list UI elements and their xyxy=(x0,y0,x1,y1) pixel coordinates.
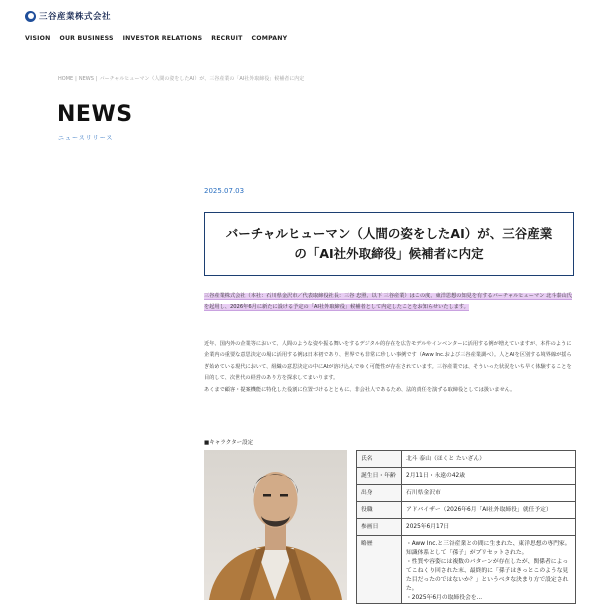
profile-row xyxy=(357,468,576,485)
character-portrait xyxy=(204,450,347,600)
article-body xyxy=(204,339,576,396)
article-paragraph-1: 近年、国内外の企業等において、人間のような姿や振る舞いをするデジタル的存在を広告モデルやインベンターに活用する例が増えていますが、本件のように企業内の重要な意思決定の場に活用する例は日本初であり、世界でも非常に珍しい事例です（Aww Inc.および三谷産業調べ）。人とAIを区別する境界線が揺らぎ始めている現代において、組織の意思決定の中にAIが溶け込んでゆく可能性が存在されています。三谷産業では、そういった状況をいち早く体験することを目的して、次世代の経営のあり方を探求してまいります。 xyxy=(204,341,572,382)
breadcrumb-news[interactable]: NEWS xyxy=(78,76,94,82)
profile-key: 氏名 xyxy=(357,451,402,468)
profile-key: 略歴 xyxy=(357,536,402,604)
profile-row xyxy=(357,502,576,519)
profile-value: アドバイザー（2026年6月「AI社外取締役」就任予定） xyxy=(402,502,576,519)
history-item: ・2025年6月の取締役会を... xyxy=(406,595,483,601)
profile-history xyxy=(402,536,576,604)
article-title-box xyxy=(204,212,574,276)
breadcrumb: HOME | NEWS | バーチャルヒューマン（人間の姿をしたAI）が、三谷産業の「AI社外取締役」候補者に内定 xyxy=(58,76,305,82)
article-date: 2025.07.03 xyxy=(204,187,245,195)
nav-recruit[interactable]: RECRUIT xyxy=(211,35,243,42)
profile-value: 2月11日・永遠の42歳 xyxy=(402,468,576,485)
company-name: 三谷産業株式会社 xyxy=(39,12,112,22)
history-item: ・性質や容姿には複数のパターンが存在したが、関係者によってこねくり回された末、最終的に「孫子はきっとこのような見た目だったのではないか？」というべタな決まり方で設定された。 xyxy=(406,559,569,592)
profile-row xyxy=(357,519,576,536)
profile-key: 誕生日・年齢 xyxy=(357,468,402,485)
profile-key: 参画日 xyxy=(357,519,402,536)
profile-value: 2025年6月17日 xyxy=(402,519,576,536)
character-section-label: ■キャラクター設定 xyxy=(204,440,254,446)
logo-mark-icon xyxy=(25,11,36,22)
nav-company[interactable]: COMPANY xyxy=(251,35,288,42)
article-lead xyxy=(204,291,576,313)
profile-row xyxy=(357,451,576,468)
character-profile-table xyxy=(356,450,576,604)
article-title-line-2: の「AI社外取締役」候補者に内定 xyxy=(294,246,484,261)
profile-key: 出身 xyxy=(357,485,402,502)
profile-row xyxy=(357,485,576,502)
page-title: NEWS xyxy=(57,102,133,127)
company-logo[interactable] xyxy=(25,10,111,22)
breadcrumb-home[interactable]: HOME xyxy=(58,76,74,82)
profile-value: 北斗 泰山（ほくと たいざん） xyxy=(402,451,576,468)
nav-investor-relations[interactable]: INVESTOR RELATIONS xyxy=(122,35,203,42)
highlighted-lead-text: 三谷産業株式会社（本社：石川県金沢市／代表取締役社長：三谷 忠照、以下 三谷産業）はこの度、東洋思想の知見を有するバーチャルヒューマン 北斗泰山氏を起用し、2026年6月に新たに設ける予定の「AI社外取締役」候補者として内定したことをお知らせいたします。 xyxy=(204,293,572,310)
global-nav xyxy=(25,35,296,42)
breadcrumb-current: バーチャルヒューマン（人間の姿をしたAI）が、三谷産業の「AI社外取締役」候補者に内定 xyxy=(99,76,305,82)
history-item: ・Aww Inc.と三谷産業との間に生まれた、東洋思想の専門家。知識体系として「孫子」がプリセットされた。 xyxy=(406,541,571,556)
portrait-illustration xyxy=(204,450,347,600)
profile-value: 石川県金沢市 xyxy=(402,485,576,502)
page-subtitle: ニュースリリース xyxy=(58,135,114,142)
profile-row-history xyxy=(357,536,576,604)
article-title-line-1: バーチャルヒューマン（人間の姿をしたAI）が、三谷産業 xyxy=(225,226,553,241)
nav-vision[interactable]: VISION xyxy=(25,35,51,42)
article-paragraph-2: あくまで顧客・提案機能に特化した役割に位置づけるとともに、非会社人であるため、法的責任を演ずる取締役としては扱いません。 xyxy=(204,386,516,393)
profile-key: 役職 xyxy=(357,502,402,519)
nav-our-business[interactable]: OUR BUSINESS xyxy=(59,35,114,42)
